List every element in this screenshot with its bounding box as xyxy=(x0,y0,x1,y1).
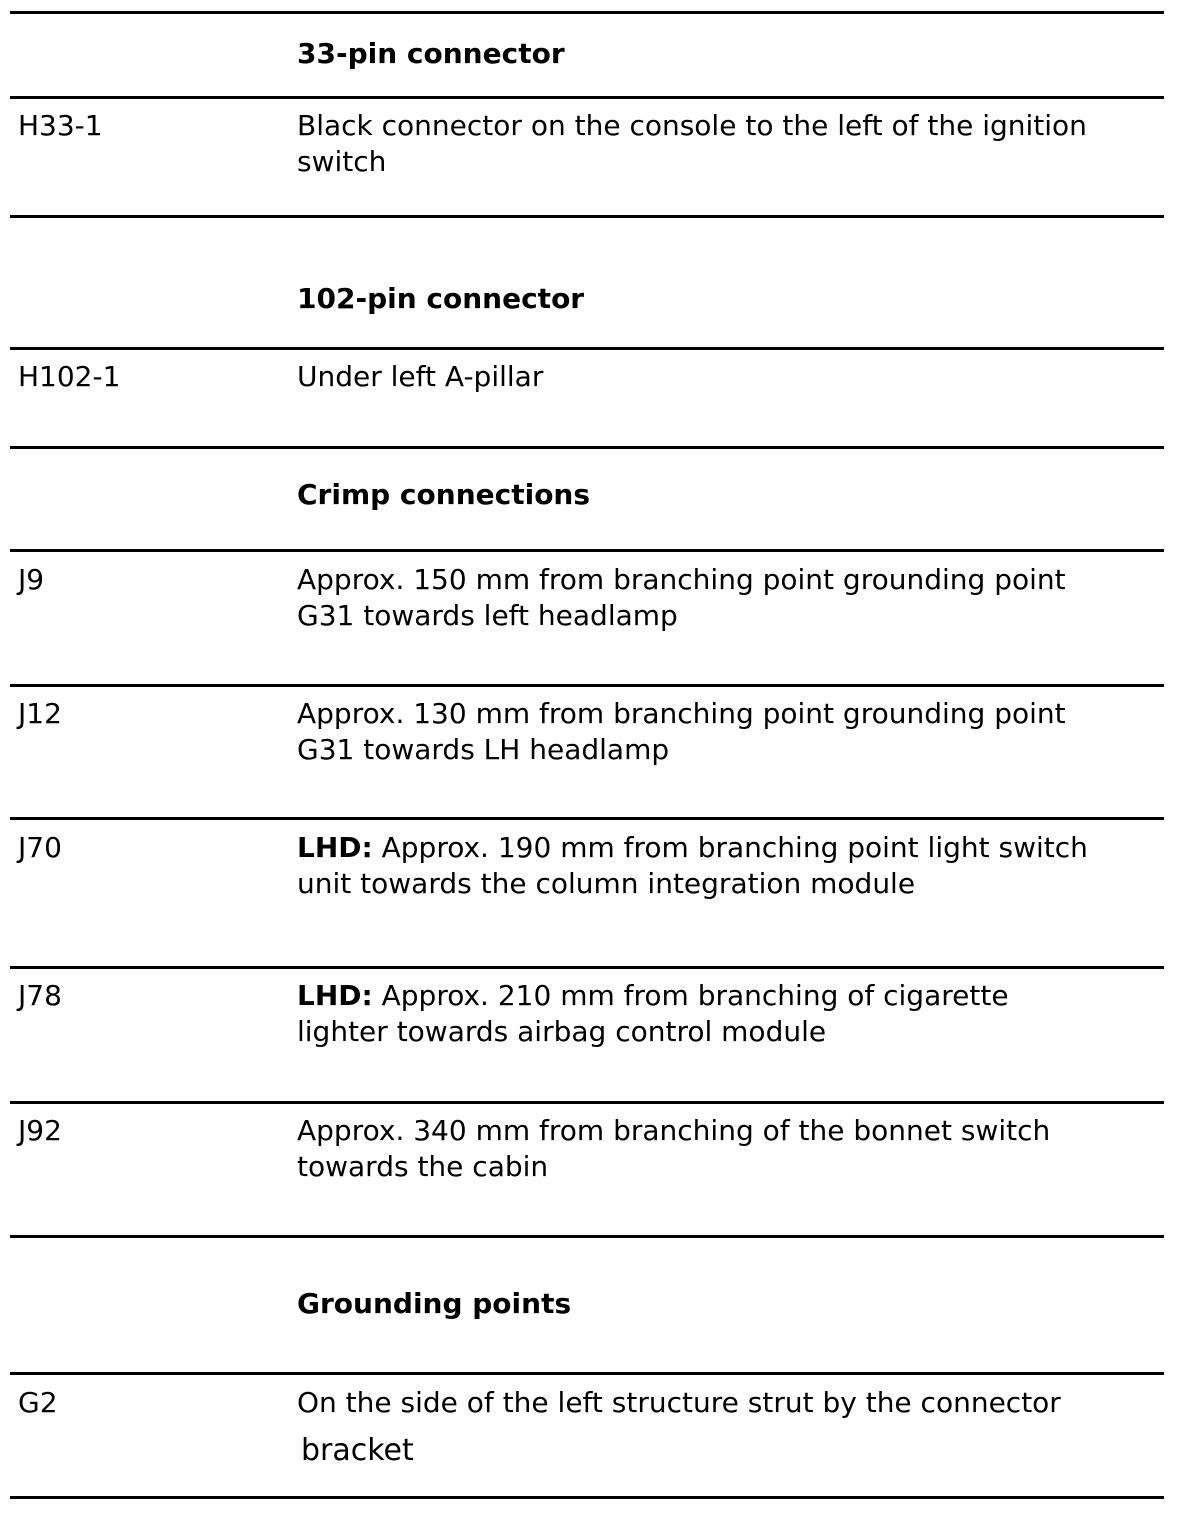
row-code-h102-1: H102-1 xyxy=(18,360,121,393)
description-line xyxy=(297,978,1009,1014)
lhd-prefix: LHD: xyxy=(297,979,373,1012)
section-heading-33-pin: 33-pin connector xyxy=(297,37,565,70)
table-rule xyxy=(10,817,1164,820)
section-heading-crimp: Crimp connections xyxy=(297,478,591,511)
description-line: Approx. 150 mm from branching point grounding point xyxy=(297,563,1066,596)
description-line: bracket xyxy=(301,1433,414,1468)
row-description-g2 xyxy=(297,1385,1061,1469)
row-description-j9 xyxy=(297,562,1066,634)
description-line: Under left A-pillar xyxy=(297,360,544,393)
table-rule-section-end xyxy=(10,215,1164,218)
description-text: Approx. 190 mm from branching point light switch xyxy=(372,831,1088,864)
table-rule-top xyxy=(10,11,1164,14)
description-line: Black connector on the console to the left of the ignition xyxy=(297,109,1087,142)
row-code-j70: J70 xyxy=(18,831,62,864)
table-rule xyxy=(10,96,1164,99)
description-line: G31 towards LH headlamp xyxy=(297,733,670,766)
table-rule xyxy=(10,684,1164,687)
row-description-h33-1 xyxy=(297,108,1087,180)
table-rule-section-end xyxy=(10,1235,1164,1238)
row-code-j9: J9 xyxy=(18,563,45,596)
row-description-j12 xyxy=(297,696,1066,768)
lhd-prefix: LHD: xyxy=(297,831,373,864)
row-code-g2: G2 xyxy=(18,1386,58,1419)
table-rule xyxy=(10,1101,1164,1104)
row-description-j78 xyxy=(297,978,1009,1050)
table-rule-bottom xyxy=(10,1496,1164,1499)
table-rule xyxy=(10,347,1164,350)
row-code-j78: J78 xyxy=(18,979,62,1012)
description-line: On the side of the left structure strut by the connector xyxy=(297,1386,1061,1419)
description-line: unit towards the column integration module xyxy=(297,867,916,900)
description-line: Approx. 340 mm from branching of the bonnet switch xyxy=(297,1114,1051,1147)
row-description-h102-1 xyxy=(297,359,543,395)
row-description-j92 xyxy=(297,1113,1050,1185)
table-rule-section-end xyxy=(10,446,1164,449)
description-line: switch xyxy=(297,145,387,178)
row-code-h33-1: H33-1 xyxy=(18,109,103,142)
section-heading-grounding: Grounding points xyxy=(297,1287,572,1320)
row-code-j92: J92 xyxy=(18,1114,62,1147)
table-rule xyxy=(10,549,1164,552)
row-description-j70 xyxy=(297,830,1088,902)
section-heading-102-pin: 102-pin connector xyxy=(297,282,585,315)
table-rule xyxy=(10,1372,1164,1375)
description-line: lighter towards airbag control module xyxy=(297,1015,827,1048)
description-text: Approx. 210 mm from branching of cigarette xyxy=(372,979,1009,1012)
description-line: Approx. 130 mm from branching point grounding point xyxy=(297,697,1066,730)
description-line xyxy=(297,830,1088,866)
row-code-j12: J12 xyxy=(18,697,62,730)
table-rule xyxy=(10,966,1164,969)
description-line: G31 towards left headlamp xyxy=(297,599,678,632)
description-line: towards the cabin xyxy=(297,1150,549,1183)
